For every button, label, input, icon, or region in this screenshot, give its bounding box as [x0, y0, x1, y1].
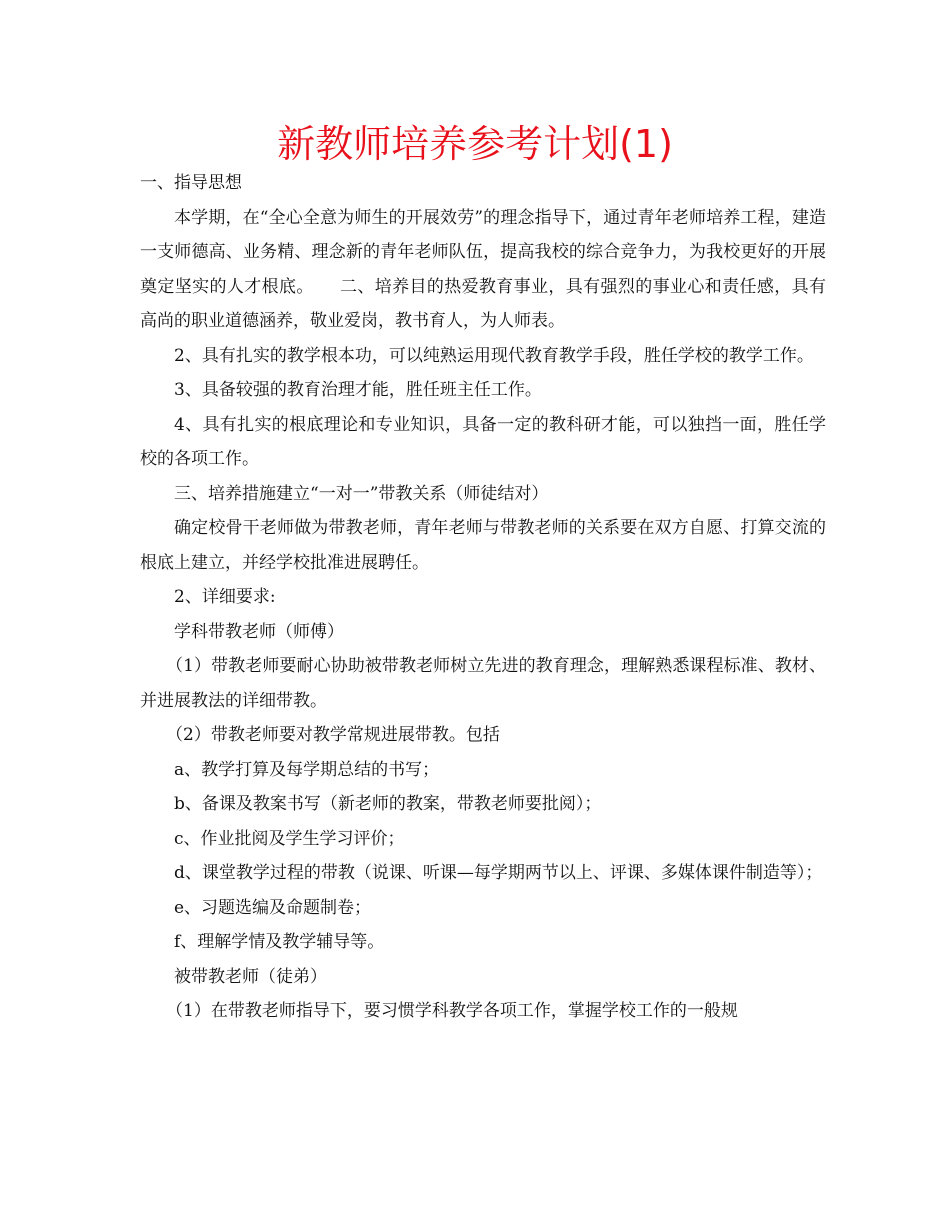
paragraph: 3、具备较强的教育治理才能，胜任班主任工作。: [174, 380, 542, 400]
list-item: e、习题选编及命题制卷；: [174, 897, 372, 918]
section-heading: 三、培养措施建立“一对一”带教关系（师徒结对）: [174, 483, 549, 504]
heading-guiding-thought: 一、指导思想: [140, 173, 242, 193]
document-body: [140, 166, 826, 1029]
list-item: f、理解学情及教学辅导等。: [174, 932, 385, 952]
subheading: 学科带教老师（师傅）: [174, 621, 344, 642]
list-item: d、课堂教学过程的带教（说课、听课—每学期两节以上、评课、多媒体课件制造等）；: [174, 863, 823, 883]
paragraph: （1）在带教老师指导下，要习惯学科教学各项工作，掌握学校工作的一般规: [166, 1001, 738, 1021]
paragraph: 2、详细要求:: [174, 587, 276, 607]
paragraph: 4、具有扎实的根底理论和专业知识，具备一定的教科研才能，可以独挡一面，胜任学校的各项工作。: [140, 414, 826, 469]
paragraph: （2）带教老师要对教学常规进展带教。包括: [166, 725, 500, 745]
list-item: b、备课及教案书写（新老师的教案，带教老师要批阅）；: [174, 794, 602, 814]
document-title: 新教师培养参考计划(1): [277, 122, 673, 166]
subheading: 被带教老师（徒弟）: [174, 966, 327, 987]
paragraph: （1）带教老师要耐心协助被带教老师树立先进的教育理念，理解熟悉课程标准、教材、并进展教法的详细带教。: [140, 656, 826, 711]
paragraph: 确定校骨干老师做为带教老师，青年老师与带教老师的关系要在双方自愿、打算交流的根底上建立，并经学校批准进展聘任。: [140, 518, 826, 573]
list-item: c、作业批阅及学生学习评价；: [174, 828, 405, 849]
paragraph: 2、具有扎实的教学根本功，可以纯熟运用现代教育教学手段，胜任学校的教学工作。: [174, 345, 814, 366]
paragraph: 本学期，在“全心全意为师生的开展效劳”的理念指导下，通过青年老师培养工程，建造一支师德高、业务精、理念新的青年老师队伍，提高我校的综合竞争力，为我校更好的开展奠定坚实的人才根底。 二、培养目的热爱教育事业，具有强烈的事业心和责任感，具有高尚的职业道德涵养，敬业爱岗，教书育人，为人师表。: [140, 207, 826, 331]
list-item: a、教学打算及每学期总结的书写；: [174, 759, 440, 780]
